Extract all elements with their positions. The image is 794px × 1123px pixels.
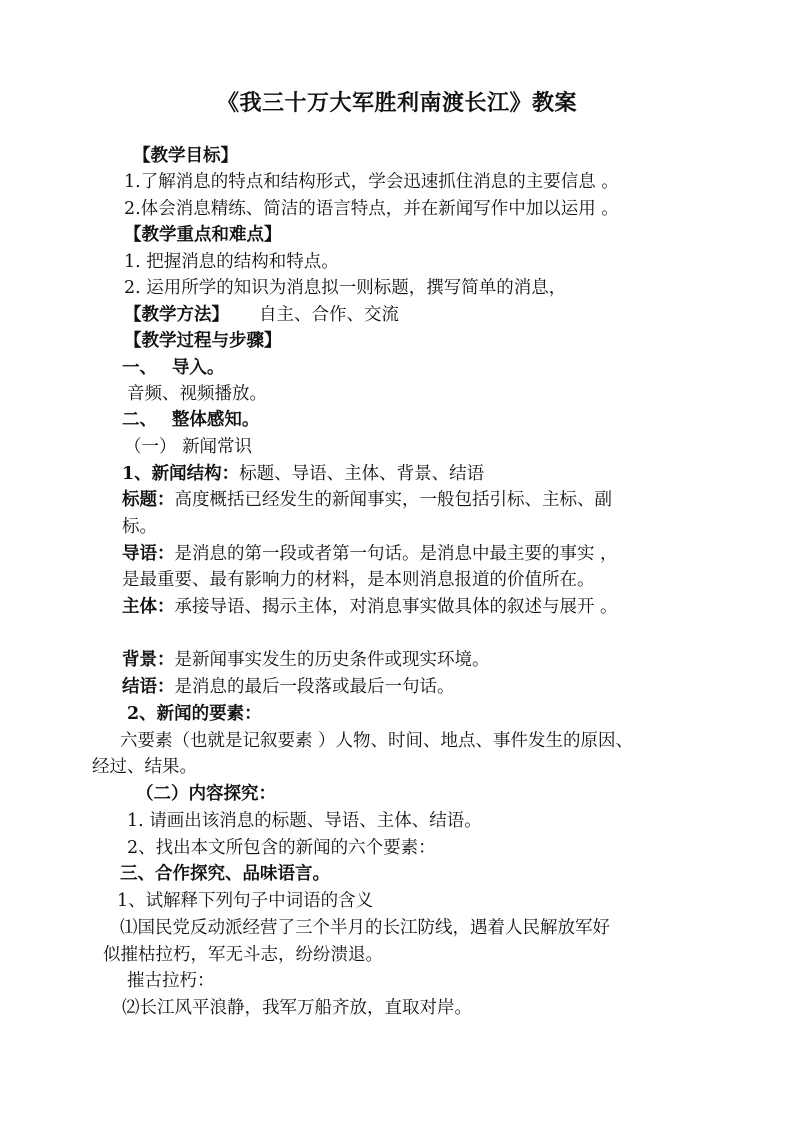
news-structure-text: 标题、导语、主体、背景、结语 [239,464,485,484]
section-heading-process: 【教学过程与步骤】 [124,331,282,351]
headline-def-continued: 标。 [122,517,157,537]
objective-2: 2.体会消息精练、简洁的语言特点，并在新闻写作中加以运用 。 [124,199,619,219]
lead-def-continued: 是最重要、最有影响力的材料，是本则消息报道的价值所在。 [122,570,595,590]
exercise-sentence-1-continued: 似摧枯拉朽，军无斗志，纷纷溃退。 [103,945,383,965]
step-1-text: 音频、视频播放。 [127,384,267,404]
news-elements-continued: 经过、结果。 [92,757,197,777]
section-heading-methods: 【教学方法】 [124,305,229,325]
background-label: 背景： [122,650,175,670]
conclusion-def-line [122,674,455,700]
subsection-news-basics: （一） 新闻常识 [124,437,253,457]
exercise-answer-blank: 摧古拉朽： [127,971,215,991]
objective-1: 1.了解消息的特点和结构形式，学会迅速抓住消息的主要信息 。 [124,172,619,192]
section-heading-key-points: 【教学重点和难点】 [124,225,282,245]
news-structure-line [122,461,484,487]
background-text: 是新闻事实发生的历史条件或现实环境。 [174,650,490,670]
exercise-sentence-1: ⑴国民党反动派经营了三个半月的长江防线，遇着人民解放军好 [120,918,610,938]
headline-text: 高度概括已经发生的新闻事实，一般包括引标、主标、副 [174,490,612,510]
body-def-line [122,594,618,620]
background-def-line [122,647,490,673]
exercise-1-prompt: 1、试解释下列句子中词语的含义 [117,891,374,911]
exercise-sentence-2: ⑵长江风平浪静，我军万船齐放，直取对岸。 [122,998,472,1018]
news-elements-text: 六要素（也就是记叙要素 ）人物、时间、地点、事件发生的原因、 [120,731,634,751]
lead-def-line [122,541,618,567]
conclusion-label: 结语： [122,677,175,697]
body-label: 主体： [122,597,175,617]
section-heading-objectives: 【教学目标】 [133,146,238,166]
step-1-heading: 一、 导入。 [122,358,225,378]
headline-label: 标题： [122,490,175,510]
methods-line [124,302,399,328]
key-point-2: 2. 运用所学的知识为消息拟一则标题，撰写简单的消息， [124,278,567,298]
step-3-heading: 三、合作探究、品味语言。 [120,864,330,884]
lead-label: 导语： [122,544,175,564]
headline-def-line [122,487,612,513]
page-title: 《我三十万大军胜利南渡长江》教案 [216,90,577,116]
inquiry-task-2: 2、找出本文所包含的新闻的六个要素： [127,838,436,858]
methods-text: 自主、合作、交流 [259,305,399,325]
news-structure-label: 1、新闻结构： [122,464,240,484]
body-text: 承接导语、揭示主体，对消息事实做具体的叙述与展开 。 [174,597,618,617]
subsection-content-inquiry: （二）内容探究： [136,784,276,804]
step-2-heading: 二、 整体感知。 [122,410,260,430]
key-point-1: 1. 把握消息的结构和特点。 [124,252,339,272]
conclusion-text: 是消息的最后一段落或最后一句话。 [174,677,455,697]
news-elements-heading: 2、新闻的要素： [127,704,262,724]
lead-text: 是消息的第一段或者第一句话。是消息中最主要的事实 ， [174,544,618,564]
inquiry-task-1: 1. 请画出该消息的标题、导语、主体、结语。 [127,811,482,831]
